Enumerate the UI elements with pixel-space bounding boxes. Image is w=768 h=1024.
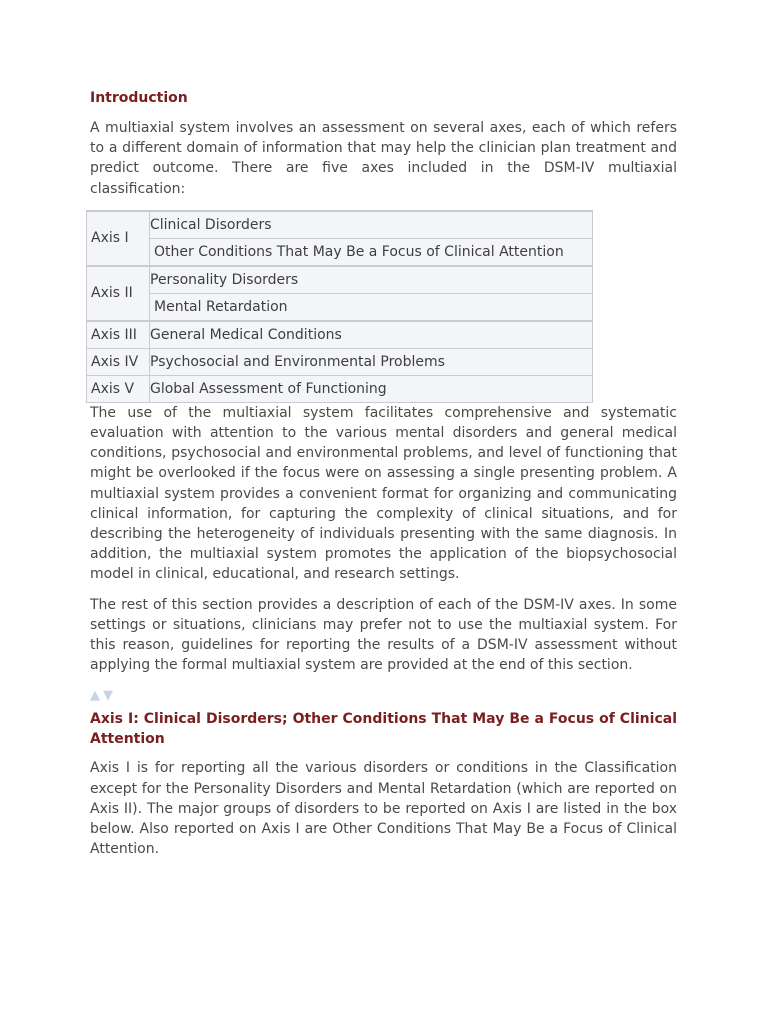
axis-item: Psychosocial and Environmental Problems	[150, 348, 593, 375]
axis-label: Axis V	[87, 375, 150, 402]
table-row	[87, 348, 593, 375]
axis1-paragraph: Axis I is for reporting all the various disorders or conditions in the Classification except for the Personality Disorders and Mental Retardation (which are reported on Axis II). The major groups of disorders to be reported on Axis I are listed in the box below. Also reported on Axis I are Other Conditions That May Be a Focus of Clinical Attention.	[90, 760, 677, 858]
table-row	[87, 321, 593, 349]
axis-item: Global Assessment of Functioning	[150, 375, 593, 402]
introduction-heading: Introduction	[90, 90, 188, 106]
axis-label: Axis II	[87, 266, 150, 321]
triangle-up-icon[interactable]: ▲	[90, 688, 100, 704]
table-row	[87, 238, 593, 266]
axis-item: Other Conditions That May Be a Focus of Clinical Attention	[150, 238, 593, 266]
table-row	[87, 211, 593, 239]
document-page	[90, 88, 677, 859]
intro-paragraph: A multiaxial system involves an assessment on several axes, each of which refers to a different domain of information that may help the clinician plan treatment and predict outcome. There are five axes included in the DSM-IV multiaxial classification:	[90, 120, 677, 197]
axis-label: Axis III	[87, 321, 150, 349]
axes-table	[86, 210, 593, 403]
axis-label: Axis I	[87, 211, 150, 266]
axis-item: Clinical Disorders	[150, 211, 593, 239]
body-paragraph-2: The use of the multiaxial system facilitates comprehensive and systematic evaluation with attention to the various mental disorders and general medical conditions, psychosocial and environmental problems, and level of functioning that might be overlooked if the focus were on assessing a single presenting problem. A multiaxial system provides a convenient format for organizing and communicating clinical information, for capturing the complexity of clinical situations, and for describing the heterogeneity of individuals presenting with the same diagnosis. In addition, the multiaxial system promotes the application of the biopsychosocial model in clinical, educational, and research settings.	[90, 404, 677, 583]
axis1-heading: Axis I: Clinical Disorders; Other Conditions That May Be a Focus of Clinical Attention	[90, 711, 677, 748]
body-paragraph-3: The rest of this section provides a description of each of the DSM-IV axes. In some settings or situations, clinicians may prefer not to use the multiaxial system. For this reason, guidelines for reporting the results of a DSM-IV assessment without applying the formal multiaxial system are provided at the end of this section.	[90, 596, 677, 674]
table-row	[87, 293, 593, 321]
axis-item: General Medical Conditions	[150, 321, 593, 349]
axis-label: Axis IV	[87, 348, 150, 375]
table-row	[87, 266, 593, 294]
axis-item: Personality Disorders	[150, 266, 593, 294]
section-nav	[90, 688, 677, 704]
triangle-down-icon[interactable]: ▼	[103, 688, 113, 704]
axis-item: Mental Retardation	[150, 293, 593, 321]
table-row	[87, 375, 593, 402]
